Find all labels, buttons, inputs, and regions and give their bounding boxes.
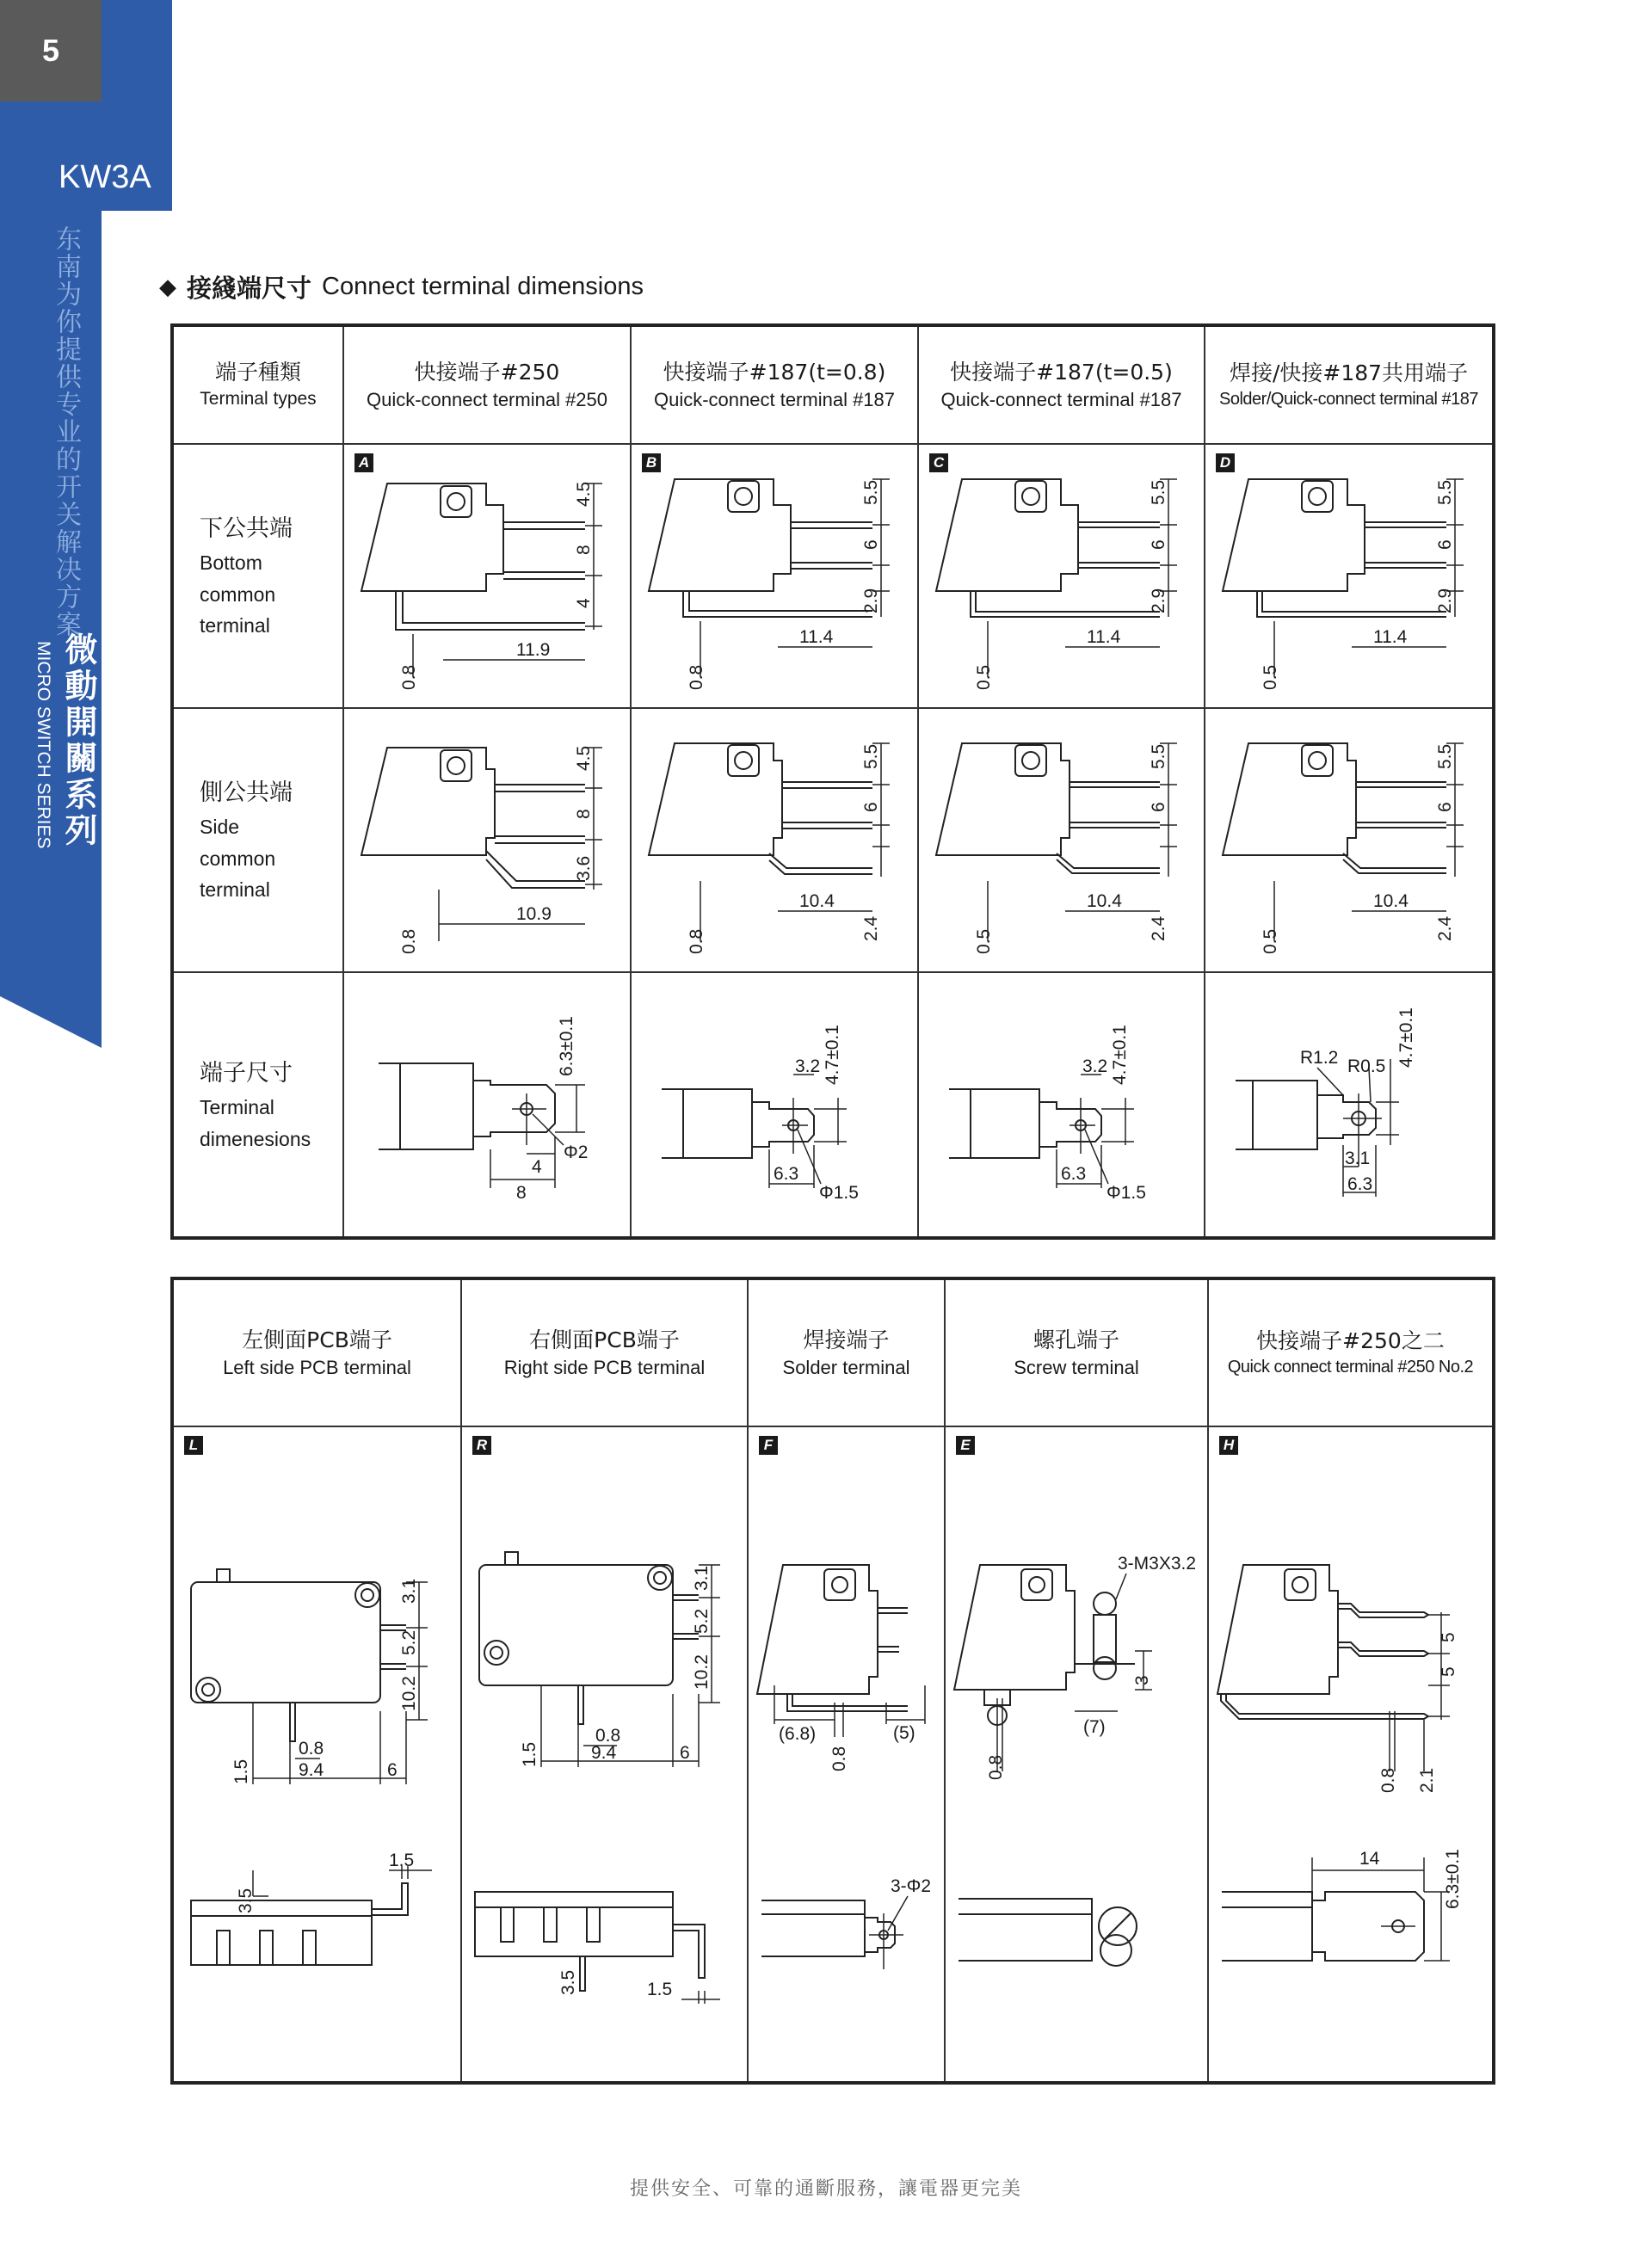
dim-v2: 5.2 [692, 1608, 712, 1634]
row-label-side-common: 側公共端 Side common terminal [172, 708, 343, 972]
screw-terminal-drawing [946, 1427, 1209, 2081]
dim-v3: 2.9 [1149, 588, 1168, 613]
dim-b: 6.3 [1347, 1174, 1373, 1194]
dim-t: 0.5 [1261, 664, 1280, 690]
badge-c: C [929, 453, 948, 472]
dim-t: 0.8 [687, 928, 706, 954]
dim-width: 4.7±0.1 [1110, 1025, 1130, 1085]
dim-v3: 2.4 [861, 915, 881, 941]
dim-width: 4.7±0.1 [1396, 1007, 1416, 1068]
switch-bottom-drawing [344, 445, 632, 707]
dim-t: 0.8 [687, 664, 706, 690]
dim-b: 2.1 [1417, 1767, 1437, 1793]
drawing-bottom-d [1205, 444, 1494, 708]
switch-bottom-drawing [632, 445, 919, 707]
dim-f: 3.5 [236, 1888, 256, 1913]
dim-v1: 5.5 [1435, 479, 1455, 505]
header-col-c: 快接端子#187(t=0.5) Quick-connect terminal #187 [918, 325, 1205, 444]
model-name: KW3A [59, 159, 151, 195]
dim-t: 0.5 [974, 928, 994, 954]
dim-v2: 6 [861, 802, 881, 812]
drawing-side-b [631, 708, 918, 972]
terminal-tab-drawing [1205, 973, 1495, 1236]
terminal-tab-drawing [344, 973, 632, 1236]
dim-v2: 6 [1435, 539, 1455, 550]
dim-a: 1.5 [520, 1741, 539, 1767]
drawing-terminal-b [631, 972, 918, 1238]
badge-b: B [642, 453, 661, 472]
dim-c: 0.8 [829, 1746, 849, 1771]
dim-c: 9.4 [299, 1760, 324, 1780]
row-label-bottom-common: 下公共端 Bottom common terminal [172, 444, 343, 708]
dim-b: 8 [516, 1183, 527, 1203]
series-title-cn: 微動開關系列 [59, 632, 97, 849]
dim-e: 1.5 [389, 1851, 415, 1870]
dim-v3: 2.4 [1149, 915, 1168, 941]
terminal-tab-drawing [919, 973, 1205, 1236]
dim-v2: 6 [1435, 802, 1455, 812]
dim-width: 6.3±0.1 [557, 1016, 576, 1076]
dim-v1: 3.1 [399, 1578, 419, 1604]
dim-b: 0.8 [595, 1726, 621, 1746]
drawing-terminal-d [1205, 972, 1494, 1238]
dim-v2: 5.2 [399, 1629, 419, 1655]
dim-b: 6.3 [774, 1164, 799, 1184]
page-number: 5 [0, 0, 102, 102]
sidebar-slogan: 东南为你提供专业的开关解决方案 [51, 225, 81, 638]
drawing-right-pcb [461, 1426, 748, 2083]
drawing-side-c [918, 708, 1205, 972]
dim-a: 3.1 [1345, 1149, 1371, 1168]
dim-v1: 5.5 [861, 479, 881, 505]
dim-d: 5 [1439, 1666, 1458, 1677]
dim-t: 0.8 [399, 928, 419, 954]
badge-e: E [956, 1436, 975, 1455]
dim-hole: Φ1.5 [1106, 1183, 1146, 1203]
header-col-d: 焊接/快接#187共用端子 Solder/Quick-connect terminal #187 [1205, 325, 1494, 444]
dim-a: 3.2 [795, 1056, 821, 1076]
series-title-en: MICRO SWITCH SERIES [34, 641, 53, 849]
dim-hole: 3-Φ2 [891, 1876, 932, 1896]
dim-hole: Φ1.5 [819, 1183, 859, 1203]
header-col-e: 螺孔端子 Screw terminal [945, 1278, 1208, 1426]
switch-side-drawing [1205, 709, 1495, 971]
dim-v1: 4.5 [574, 481, 594, 507]
drawing-side-d [1205, 708, 1494, 972]
drawing-bottom-b [631, 444, 918, 708]
dim-b: (5) [893, 1723, 915, 1743]
drawing-bottom-c [918, 444, 1205, 708]
header-col-a: 快接端子#250 Quick-connect terminal #250 [343, 325, 631, 444]
badge-l: L [184, 1436, 203, 1455]
dim-v3: 10.2 [399, 1676, 419, 1711]
switch-bottom-drawing [919, 445, 1205, 707]
terminal-tab-drawing [632, 973, 919, 1236]
dim-t: 0.5 [1261, 928, 1280, 954]
dim-r2: R0.5 [1347, 1056, 1386, 1076]
dim-b: 6.3 [1061, 1164, 1087, 1184]
right-pcb-drawing [462, 1427, 749, 2081]
drawing-bottom-a [343, 444, 631, 708]
dim-v1: 3.1 [692, 1565, 712, 1591]
header-col-h: 快接端子#250之二 Quick connect terminal #250 No.2 [1208, 1278, 1494, 1426]
badge-r: R [472, 1436, 491, 1455]
dim-b: (7) [1083, 1717, 1106, 1737]
dim-screw: 3-M3X3.2 [1118, 1554, 1197, 1574]
badge-f: F [759, 1436, 778, 1455]
dim-v1: 5.5 [1149, 743, 1168, 769]
dim-length: 11.4 [1373, 627, 1408, 647]
switch-side-drawing [919, 709, 1205, 971]
dim-length: 10.4 [799, 891, 835, 911]
dim-b: 0.8 [299, 1739, 324, 1758]
header-terminal-types: 端子種類 Terminal types [172, 325, 343, 444]
dim-f: 6.3±0.1 [1443, 1849, 1463, 1909]
dim-a: (6.8) [779, 1724, 817, 1744]
dim-length: 10.4 [1373, 891, 1409, 911]
solder-terminal-drawing [749, 1427, 946, 2081]
dim-v2: 6 [1149, 539, 1168, 550]
section-title-cn: 接綫端尺寸 [187, 274, 312, 303]
dim-d: 6 [387, 1760, 398, 1780]
dim-v1: 4.5 [574, 745, 594, 771]
dim-v1: 5.5 [1149, 479, 1168, 505]
dim-v2: 6 [861, 539, 881, 550]
switch-bottom-drawing [1205, 445, 1495, 707]
badge-a: A [354, 453, 373, 472]
drawing-terminal-c [918, 972, 1205, 1238]
left-pcb-drawing [174, 1427, 463, 2081]
drawing-terminal-a [343, 972, 631, 1238]
drawing-side-a [343, 708, 631, 972]
dim-a: 0.8 [986, 1754, 1006, 1780]
dim-a: 4 [532, 1157, 542, 1177]
dim-c: 9.4 [591, 1743, 617, 1763]
dim-length: 10.4 [1087, 891, 1122, 911]
dim-a: 0.8 [1378, 1767, 1398, 1793]
dim-v3: 2.9 [861, 588, 881, 613]
section-title [159, 269, 644, 305]
dim-t: 0.5 [974, 664, 994, 690]
terminal-dimensions-table [170, 323, 1495, 1240]
dim-v3: 2.9 [1435, 588, 1455, 613]
dim-a: 1.5 [231, 1758, 251, 1784]
dim-e: 3.5 [558, 1969, 578, 1995]
section-title-en: Connect terminal dimensions [322, 273, 644, 300]
dim-length: 11.9 [516, 640, 551, 660]
dim-e: 14 [1359, 1849, 1380, 1869]
dim-length: 11.4 [1087, 627, 1121, 647]
row-label-terminal-dimensions: 端子尺寸 Terminal dimenesions [172, 972, 343, 1238]
dim-v3: 2.4 [1435, 915, 1455, 941]
pcb-solder-screw-terminal-table [170, 1277, 1495, 2085]
dim-c: 5 [1439, 1632, 1458, 1642]
header-col-b: 快接端子#187(t=0.8) Quick-connect terminal #187 [631, 325, 918, 444]
quick-connect-no2-drawing [1209, 1427, 1495, 2081]
dim-hole: Φ2 [564, 1143, 589, 1162]
switch-side-drawing [632, 709, 919, 971]
dim-t: 0.8 [399, 664, 419, 690]
drawing-left-pcb [172, 1426, 461, 2083]
drawing-screw [945, 1426, 1208, 2083]
drawing-quick-connect-250-no2 [1208, 1426, 1494, 2083]
dim-a: 3.2 [1082, 1056, 1108, 1076]
dim-v1: 5.5 [1435, 743, 1455, 769]
dim-width: 4.7±0.1 [823, 1025, 842, 1085]
footer-slogan: 提供安全、可靠的通斷服務，讓電器更完美 [629, 2178, 1022, 2200]
badge-d: D [1216, 453, 1235, 472]
dim-c: 3 [1132, 1675, 1152, 1685]
dim-length: 11.4 [799, 627, 834, 647]
dim-v2: 8 [574, 545, 594, 555]
dim-length: 10.9 [516, 904, 552, 924]
dim-v1: 5.5 [861, 743, 881, 769]
header-col-l: 左側面PCB端子 Left side PCB terminal [172, 1278, 461, 1426]
dim-v2: 8 [574, 809, 594, 819]
dim-f: 1.5 [647, 1980, 673, 1999]
header-col-f: 焊接端子 Solder terminal [748, 1278, 945, 1426]
switch-side-drawing [344, 709, 632, 971]
dim-v2: 6 [1149, 802, 1168, 812]
dim-d: 6 [680, 1743, 690, 1763]
dim-v3: 10.2 [692, 1654, 712, 1690]
diamond-bullet-icon: ◆ [159, 274, 176, 300]
header-col-r: 右側面PCB端子 Right side PCB terminal [461, 1278, 748, 1426]
dim-r1: R1.2 [1300, 1048, 1339, 1068]
dim-v3: 4 [574, 598, 594, 608]
badge-h: H [1219, 1436, 1238, 1455]
dim-v3: 3.6 [574, 855, 594, 881]
drawing-solder [748, 1426, 945, 2083]
